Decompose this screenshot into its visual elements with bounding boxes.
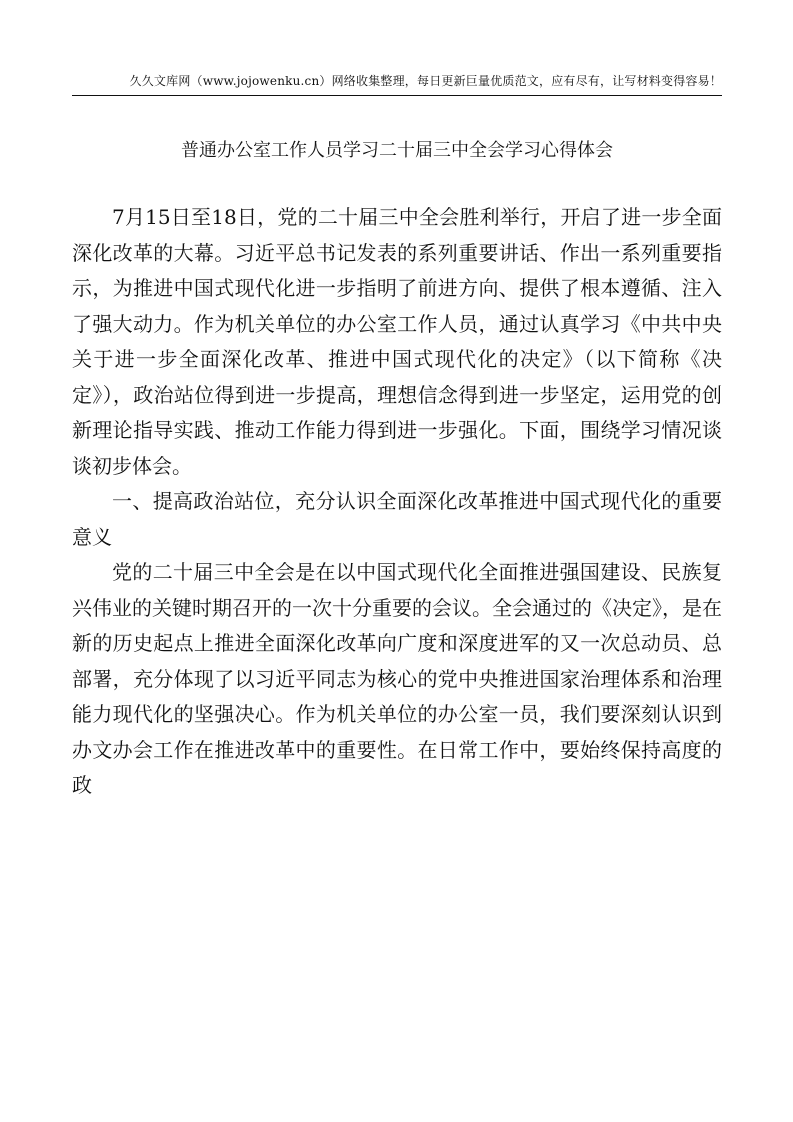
- section-heading-1: 一、提高政治站位，充分认识全面深化改革推进中国式现代化的重要意义: [72, 489, 722, 549]
- paragraph-intro: 7月15日至18日，党的二十届三中全会胜利举行，开启了进一步全面深化改革的大幕。习近平总书记发表的系列重要讲话、作出一系列重要指示，为推进中国式现代化进一步指明了前进方向、提供了根本遵循、注入了强大动力。作为机关单位的办公室工作人员，通过认真学习《中共中央关于进一步全面深化改革、推进中国式现代化的决定》（以下简称《决定》），政治站位得到进一步提高，理想信念得到进一步坚定，运用党的创新理论指导实践、推动工作能力得到进一步强化。下面，围绕学习情况谈谈初步体会。: [72, 205, 722, 478]
- header-divider: [72, 95, 722, 96]
- page-header: 久久文库网（www.jojowenku.cn）网络收集整理，每日更新巨量优质范文，应有尽有，让写材料变得容易！: [129, 74, 722, 88]
- paragraph-section-1: 党的二十届三中全会是在以中国式现代化全面推进强国建设、民族复兴伟业的关键时期召开的一次十分重要的会议。全会通过的《决定》，是在新的历史起点上推进全面深化改革向广度和深度进军的又一次总动员、总部署，充分体现了以习近平同志为核心的党中央推进国家治理体系和治理能力现代化的坚强决心。作为机关单位的办公室一员，我们要深刻认识到办文办会工作在推进改革中的重要性。在日常工作中，要始终保持高度的政: [72, 560, 722, 797]
- document-body: [72, 200, 722, 804]
- document-title: 普通办公室工作人员学习二十届三中全会学习心得体会: [181, 140, 613, 161]
